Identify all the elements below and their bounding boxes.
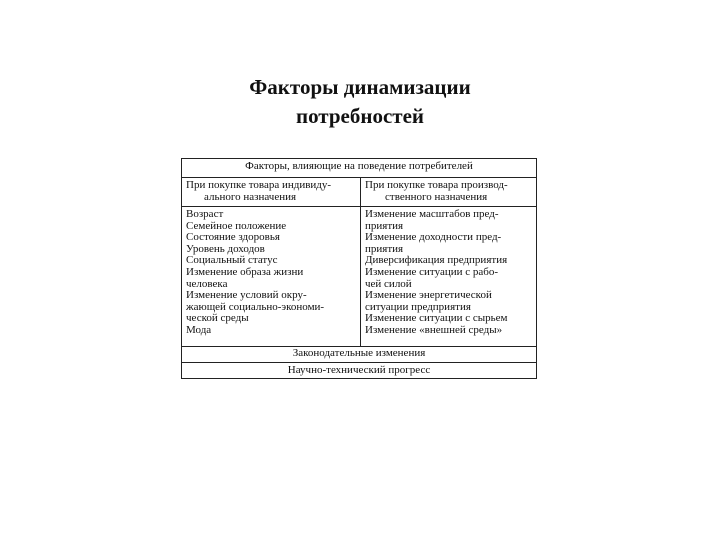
scientific-progress-text: Научно-технический прогресс xyxy=(287,364,431,376)
list-item: ческой среды xyxy=(186,312,249,325)
list-item: Изменение ситуации с сырьем xyxy=(365,312,508,325)
table-header-text: Факторы, влияющие на поведение потребителей xyxy=(245,160,473,172)
right-header-line: ственного назначения xyxy=(385,190,488,203)
list-item: Изменение доходности пред- xyxy=(365,231,502,244)
factors-table xyxy=(181,158,537,379)
left-header-line: ального назначения xyxy=(204,190,297,203)
slide-title-line-2: потребностей xyxy=(295,104,425,128)
list-item: Изменение энергетической xyxy=(365,289,492,302)
list-item: Возраст xyxy=(186,208,224,220)
list-item: ситуации предприятия xyxy=(365,300,471,313)
list-item: Диверсификация предприятия xyxy=(365,254,508,267)
right-factors-list xyxy=(361,207,536,346)
left-column-header xyxy=(182,178,361,206)
legislative-changes-row xyxy=(182,347,536,363)
list-item: человека xyxy=(186,277,228,290)
list-item: Семейное положение xyxy=(186,219,287,232)
list-item: приятия xyxy=(365,242,404,255)
right-header-line: При покупке товара производ- xyxy=(365,179,508,191)
table-body-row xyxy=(182,207,536,347)
list-item: Уровень доходов xyxy=(186,242,265,255)
list-item: Мода xyxy=(186,323,212,336)
scientific-progress-row xyxy=(182,363,536,379)
list-item: приятия xyxy=(365,219,404,232)
left-factors-list xyxy=(182,207,361,346)
right-column-header xyxy=(361,178,536,206)
table-column-headers xyxy=(182,178,536,207)
list-item: Изменение ситуации с рабо- xyxy=(365,265,499,278)
slide-title xyxy=(0,73,720,131)
table-header-row xyxy=(182,159,536,178)
list-item: Изменение образа жизни xyxy=(186,265,304,278)
left-header-line: При покупке товара индивиду- xyxy=(186,179,332,191)
list-item: Изменение масштабов пред- xyxy=(365,208,499,220)
slide-title-line-1: Факторы динамизации xyxy=(249,75,471,99)
list-item: Состояние здоровья xyxy=(186,231,280,244)
list-item: чей силой xyxy=(365,277,412,290)
legislative-changes-text: Законодательные изменения xyxy=(292,347,426,359)
list-item: Изменение условий окру- xyxy=(186,289,307,302)
list-item: Социальный статус xyxy=(186,254,278,267)
list-item: Изменение «внешней среды» xyxy=(365,323,503,336)
list-item: жающей социально-экономи- xyxy=(186,300,325,313)
